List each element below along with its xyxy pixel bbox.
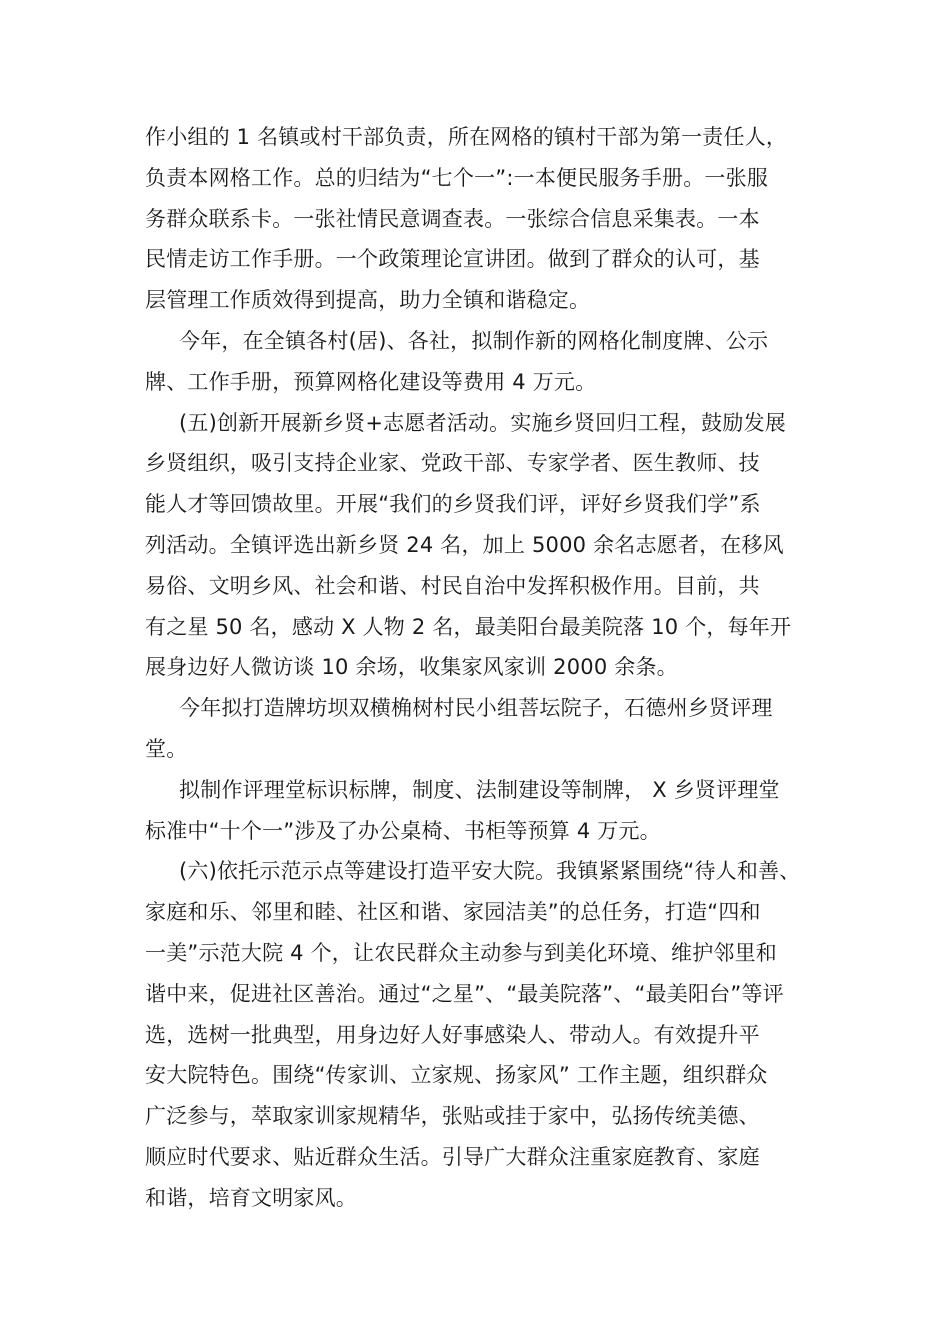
text-line: 列活动。全镇评选出新乡贤 24 名，加上 5000 余名志愿者，在移风 bbox=[145, 532, 784, 557]
text-line: 和谐，培育文明家风。 bbox=[145, 1185, 357, 1210]
section-heading-line: (六)依托示范示点等建设打造平安大院。我镇紧紧围绕“待人和善、 bbox=[179, 859, 801, 884]
text-line: 能人才等回馈故里。开展“我们的乡贤我们评，评好乡贤我们学”系 bbox=[145, 492, 761, 517]
paragraph-start-line: 今年，在全镇各村(居)、各社，拟制作新的网格化制度牌、公示 bbox=[179, 328, 769, 353]
text-line: 务群众联系卡。一张社情民意调查表。一张综合信息采集表。一本 bbox=[145, 206, 760, 231]
text-line: 家庭和乐、邻里和睦、社区和谐、家园洁美”的总任务，打造“四和 bbox=[145, 900, 761, 925]
text-line: 安大院特色。围绕“传家训、立家规、扬家风” 工作主题，组织群众 bbox=[145, 1063, 768, 1088]
text-line: 谐中来，促进社区善治。通过“之星”、“最美院落”、“最美阳台”等评 bbox=[145, 981, 784, 1006]
paragraph-start-line: 拟制作评理堂标识标牌，制度、法制建设等制牌， X 乡贤评理堂 bbox=[179, 777, 780, 802]
text-line: 乡贤组织，吸引支持企业家、党政干部、专家学者、医生教师、技 bbox=[145, 451, 760, 476]
section-heading-line: (五)创新开展新乡贤+志愿者活动。实施乡贤回归工程，鼓励发展 bbox=[179, 410, 786, 435]
text-line: 顺应时代要求、贴近群众生活。引导广大群众注重家庭教育、家庭 bbox=[145, 1144, 760, 1169]
text-line: 有之星 50 名，感动 X 人物 2 名，最美阳台最美院落 10 个，每年开 bbox=[145, 614, 792, 639]
text-line: 层管理工作质效得到提高，助力全镇和谐稳定。 bbox=[145, 288, 591, 313]
text-line: 民情走访工作手册。一个政策理论宣讲团。做到了群众的认可，基 bbox=[145, 247, 760, 272]
text-line: 作小组的 1 名镇或村干部负责，所在网格的镇村干部为第一责任人， bbox=[145, 125, 788, 149]
text-line: 负责本网格工作。总的归结为“七个一”:一本便民服务手册。一张服 bbox=[145, 165, 769, 190]
text-line: 一美”示范大院 4 个，让农民群众主动参与到美化环境、维护邻里和 bbox=[145, 940, 777, 965]
text-line: 牌、工作手册，预算网格化建设等费用 4 万元。 bbox=[145, 369, 597, 394]
text-line: 标准中“十个一”涉及了办公桌椅、书柜等预算 4 万元。 bbox=[145, 818, 661, 843]
text-line: 展身边好人微访谈 10 余场，收集家风家训 2000 余条。 bbox=[145, 655, 678, 680]
text-line: 广泛参与，萃取家训家规精华，张贴或挂于家中，弘扬传统美德、 bbox=[145, 1104, 760, 1129]
text-line: 选，选树一批典型，用身边好人好事感染人、带动人。有效提升平 bbox=[145, 1022, 760, 1047]
text-line: 易俗、文明乡风、社会和谐、村民自治中发挥积极作用。目前，共 bbox=[145, 573, 760, 598]
text-line: 堂。 bbox=[145, 736, 188, 761]
paragraph-start-line: 今年拟打造牌坊坝双横桷树村民小组菩坛院子，石德州乡贤评理 bbox=[179, 696, 773, 721]
document-body bbox=[145, 117, 835, 1219]
